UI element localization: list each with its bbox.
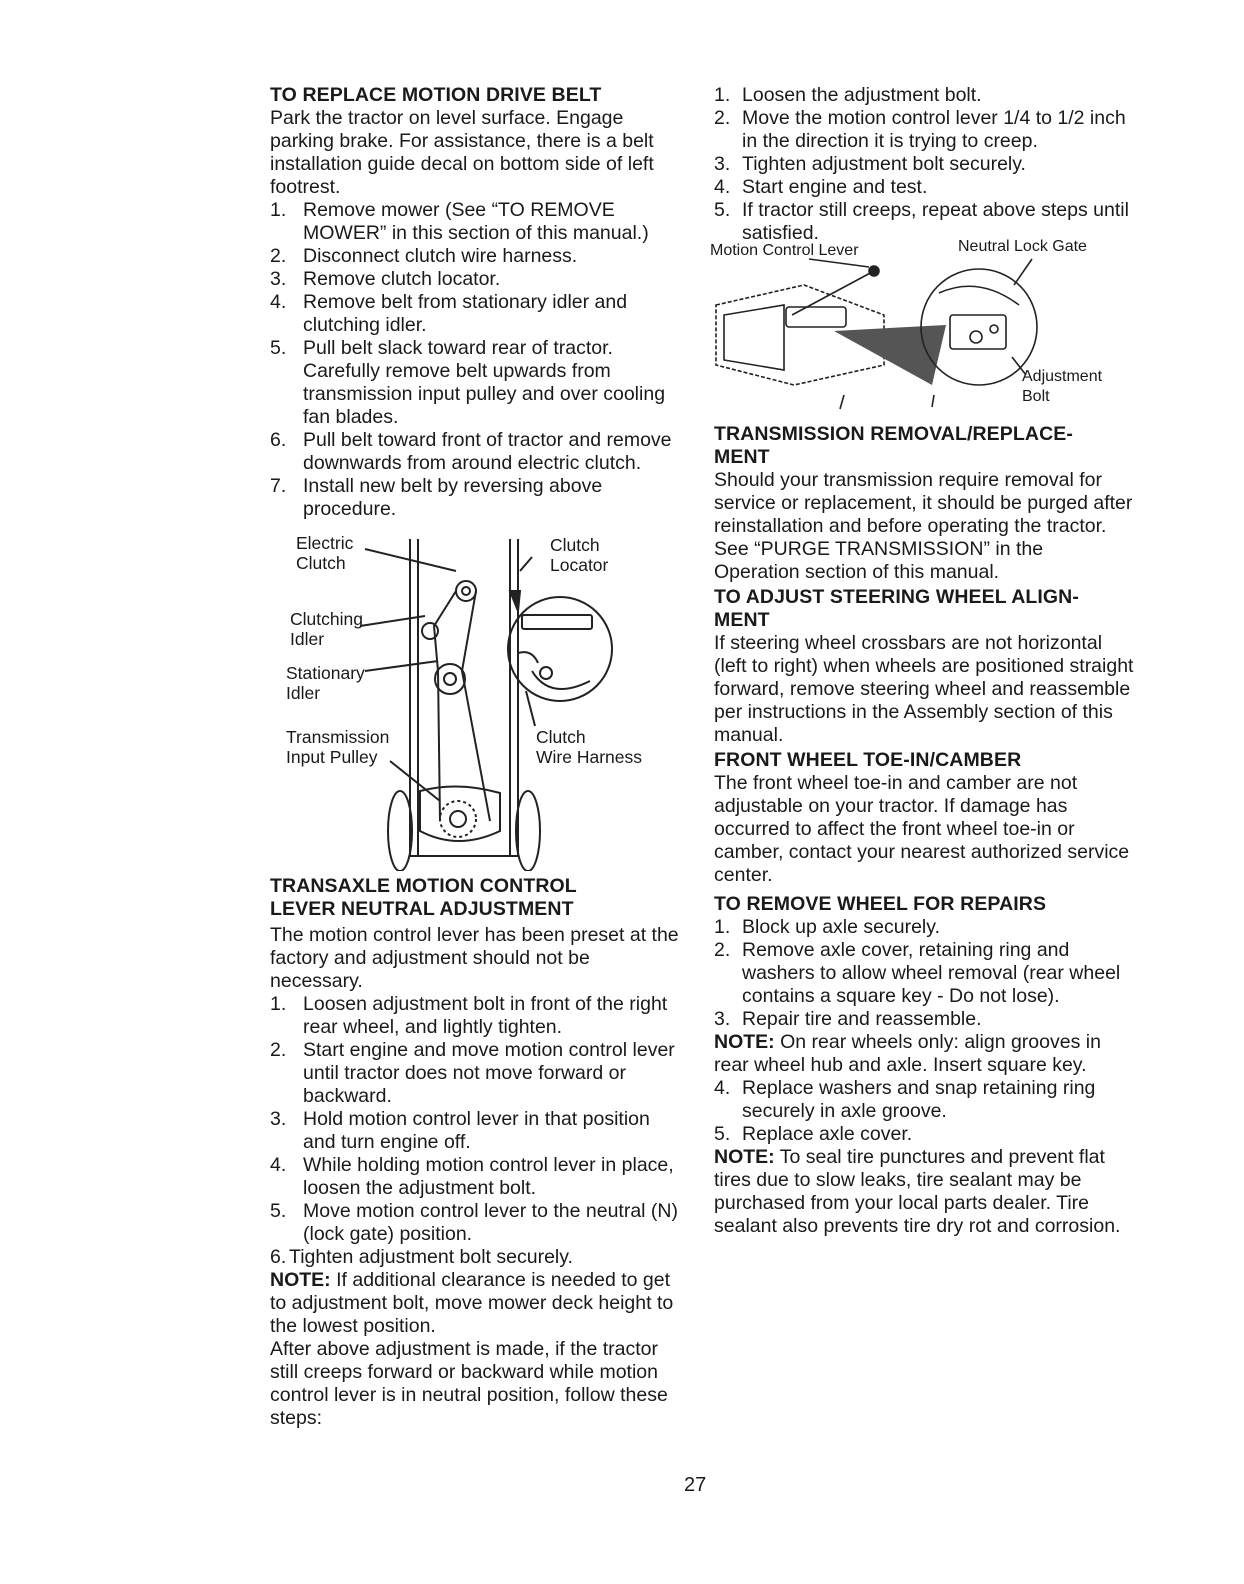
steering-heading: TO ADJUST STEERING WHEEL ALIGN- MENT [714, 586, 1079, 631]
step-text: While holding motion control lever in place, loosen the adjustment bolt. [303, 1154, 674, 1199]
motion-lever-diagram [710, 238, 1134, 415]
list-item [270, 199, 685, 245]
note-text: On rear wheels only: align grooves in rear wheel hub and axle. Insert square key. [714, 1031, 1101, 1076]
step-text: Replace washers and snap retaining ring securely in axle groove. [742, 1077, 1096, 1122]
belt-diagram [270, 531, 685, 871]
step-number: 6. [270, 429, 287, 451]
label-clutch-locator: Clutch Locator [550, 535, 609, 575]
label-electric-clutch: Electric Clutch [296, 533, 354, 573]
step-text: Pull belt toward front of tractor and remove downwards from around electric clutch. [303, 429, 672, 474]
transmission-heading: TRANSMISSION REMOVAL/REPLACE- MENT [714, 423, 1073, 468]
step-text: Pull belt slack toward rear of tractor. Carefully remove belt upwards from transmission input pulley and over cooling fan blades. [303, 337, 666, 428]
step-number: 3. [270, 1108, 287, 1130]
list-item [714, 84, 1134, 107]
step-text: Disconnect clutch wire harness. [303, 245, 578, 267]
step-number: 3. [714, 153, 731, 175]
step-number: 1. [714, 916, 731, 938]
step-text: Install new belt by reversing above procedure. [303, 475, 603, 520]
label-adjustment-bolt: Adjustment Bolt [1022, 368, 1103, 405]
step-text: Start engine and move motion control lever until tractor does not move forward or backward. [303, 1039, 675, 1107]
step-text: Replace axle cover. [742, 1123, 913, 1145]
remove-wheel-steps-b [714, 1077, 1134, 1146]
step-number: 4. [270, 291, 287, 313]
list-item [714, 916, 1134, 939]
list-item [714, 1077, 1134, 1123]
step-number: 5. [714, 1123, 731, 1145]
list-item [270, 337, 685, 429]
note-label: NOTE: [714, 1031, 775, 1053]
remove-wheel-steps-a [714, 916, 1134, 1031]
label-stationary-idler: Stationary Idler [286, 663, 365, 703]
transaxle-intro: The motion control lever has been preset at the factory and adjustment should not be necessary. [270, 924, 679, 992]
step-text: Remove clutch locator. [303, 268, 501, 290]
steering-text: If steering wheel crossbars are not horizontal (left to right) when wheels are positioned straight forward, remove steering wheel and reassemble per instructions in the Assembly section of this manual. [714, 632, 1134, 746]
note-label: NOTE: [270, 1269, 331, 1291]
step-number: 5. [270, 337, 287, 359]
step-number: 1. [270, 993, 287, 1015]
step-text: Tighten adjustment bolt securely. [289, 1246, 573, 1268]
note-text: If additional clearance is needed to get to adjustment bolt, move mower deck height to the lowest position. [270, 1269, 674, 1337]
left-column [270, 84, 685, 1430]
step-number: 1. [270, 199, 287, 221]
list-item [714, 176, 1134, 199]
list-item [714, 107, 1134, 153]
note-text: To seal tire punctures and prevent flat tires due to slow leaks, tire sealant may be purchased from your local parts dealer. Tire sealant also prevents tire dry rot and corrosion. [714, 1146, 1121, 1237]
transaxle-note [270, 1269, 685, 1338]
label-neutral-lock-gate: Neutral Lock Gate [958, 238, 1087, 255]
list-item [270, 993, 685, 1039]
label-motion-control-lever: Motion Control Lever [710, 242, 859, 259]
list-item [714, 1123, 1134, 1146]
list-item [270, 268, 685, 291]
list-item [270, 1154, 685, 1200]
transmission-text: Should your transmission require removal for service or replacement, it should be purged after reinstallation and before operating the tractor. See “PURGE TRANSMISSION” in the Operation section of this manual. [714, 469, 1133, 583]
step-text: Move the motion control lever 1/4 to 1/2 inch in the direction it is trying to creep. [742, 107, 1126, 152]
step-number: 3. [270, 268, 287, 290]
step-number: 7. [270, 475, 287, 497]
transaxle-steps [270, 993, 685, 1269]
list-item [270, 429, 685, 475]
step-number: 4. [714, 1077, 731, 1099]
step-number: 5. [714, 199, 731, 221]
step-number: 2. [714, 107, 731, 129]
remove-wheel-heading: TO REMOVE WHEEL FOR REPAIRS [714, 893, 1047, 915]
step-number: 6. [270, 1246, 287, 1268]
remove-wheel-note-2 [714, 1146, 1134, 1238]
step-text: Loosen adjustment bolt in front of the right rear wheel, and lightly tighten. [303, 993, 668, 1038]
list-item [714, 153, 1134, 176]
step-text: Block up axle securely. [742, 916, 940, 938]
step-text: If tractor still creeps, repeat above steps until satisfied. [742, 199, 1129, 244]
label-transmission-input-pulley: Transmission Input Pulley [286, 727, 390, 767]
list-item [270, 1108, 685, 1154]
step-text: Remove mower (See “TO REMOVE MOWER” in this section of this manual.) [303, 199, 649, 244]
list-item [270, 1039, 685, 1108]
step-number: 2. [270, 1039, 287, 1061]
replace-belt-steps [270, 199, 685, 521]
list-item [270, 245, 685, 268]
list-item [270, 1200, 685, 1246]
step-text: Move motion control lever to the neutral (N) (lock gate) position. [303, 1200, 678, 1245]
replace-belt-heading: TO REPLACE MOTION DRIVE BELT [270, 84, 602, 106]
step-text: Repair tire and reassemble. [742, 1008, 982, 1030]
label-clutching-idler: Clutching Idler [290, 609, 363, 649]
right-column [710, 84, 1134, 1238]
step-number: 2. [270, 245, 287, 267]
list-item [714, 939, 1134, 1008]
step-text: Remove axle cover, retaining ring and washers to allow wheel removal (rear wheel contains a square key - Do not lose). [742, 939, 1121, 1007]
step-text: Tighten adjustment bolt securely. [742, 153, 1026, 175]
step-number: 4. [714, 176, 731, 198]
list-item [270, 475, 685, 521]
toe-in-text: The front wheel toe-in and camber are not adjustable on your tractor. If damage has occurred to affect the front wheel toe-in or camber, contact your nearest authorized service center. [714, 772, 1130, 886]
toe-in-heading: FRONT WHEEL TOE-IN/CAMBER [714, 749, 1022, 771]
transaxle-after: After above adjustment is made, if the tractor still creeps forward or backward while motion control lever is in neutral position, follow these steps: [270, 1338, 668, 1429]
step-number: 1. [714, 84, 731, 106]
page-number: 27 [684, 1474, 707, 1496]
list-item [714, 1008, 1134, 1031]
transaxle-heading: TRANSAXLE MOTION CONTROL LEVER NEUTRAL ADJUSTMENT [270, 875, 577, 920]
step-number: 3. [714, 1008, 731, 1030]
creep-steps [714, 84, 1134, 245]
remove-wheel-note-1 [714, 1031, 1134, 1077]
list-item [270, 291, 685, 337]
step-number: 2. [714, 939, 731, 961]
step-text: Start engine and test. [742, 176, 928, 198]
step-text: Loosen the adjustment bolt. [742, 84, 982, 106]
step-text: Hold motion control lever in that position and turn engine off. [303, 1108, 650, 1153]
list-item [270, 1246, 685, 1269]
note-label: NOTE: [714, 1146, 775, 1168]
step-text: Remove belt from stationary idler and clutching idler. [303, 291, 628, 336]
replace-belt-intro: Park the tractor on level surface. Engage parking brake. For assistance, there is a belt installation guide decal on bottom side of left footrest. [270, 107, 654, 198]
step-number: 5. [270, 1200, 287, 1222]
step-number: 4. [270, 1154, 287, 1176]
label-clutch-wire-harness: Clutch Wire Harness [536, 727, 642, 767]
